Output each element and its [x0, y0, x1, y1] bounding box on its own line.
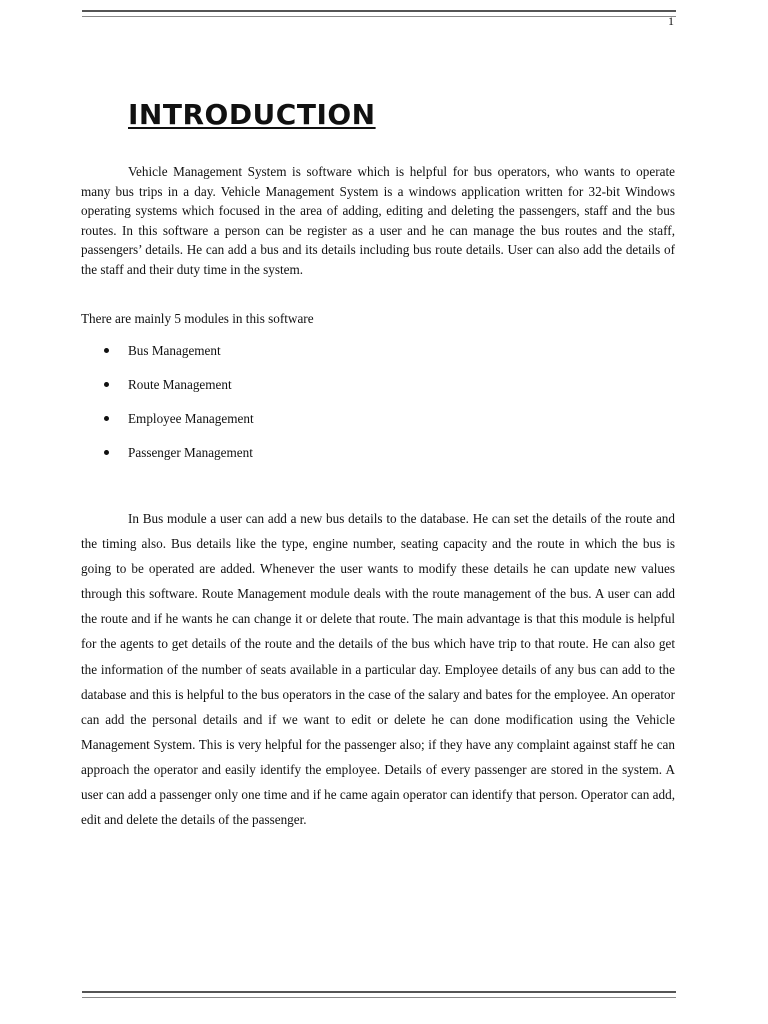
module-label: Bus Management: [128, 343, 221, 358]
bullet-icon: [104, 450, 109, 455]
module-label: Employee Management: [128, 411, 254, 426]
body-paragraph: In Bus module a user can add a new bus details to the database. He can set the details of the route and the timing also. Bus details like the type, engine number, seating capacity and the route in which the bus is going to be operated are added. Whenever the user wants to modify these details he can update new values through this software. Route Management module deals with the route management of the bus. A user can add the route and if he wants he can change it or delete that route. The main advantage is that this module is helpful for the agents to get details of the route and the details of the bus which have trip to that route. He can also get the information of the number of seats available in a particular day. Employee details of any bus can add to the database and this is helpful to the bus operators in the case of the salary and bates for the employee. An operator can add the personal details and if we want to edit or delete he can done modification using the Vehicle Management System. This is very helpful for the passenger also; if they have any complaint against staff he can approach the operator and easily identify the employee. Details of every passenger are stored in the system. A user can add a passenger only one time and if he came again operator can identify that person. Operator can add, edit and delete the details of the passenger.: [81, 511, 675, 828]
modules-intro-paragraph: There are mainly 5 modules in this software: [81, 311, 314, 326]
module-label: Route Management: [128, 377, 232, 392]
header-rule: [82, 10, 676, 17]
intro-paragraph: Vehicle Management System is software which is helpful for bus operators, who wants to operate many bus trips in a day. Vehicle Management System is a windows application written for 32-bit Windows operating systems which focused in the area of adding, editing and deleting the passengers, staff and the bus routes. In this software a person can be register as a user and he can manage the bus routes and the staff, passengers’ details. He can add a bus and its details including bus route details. User can also add the details of the staff and their duty time in the system.: [81, 164, 675, 277]
module-label: Passenger Management: [128, 445, 253, 460]
bullet-icon: [104, 348, 109, 353]
bullet-icon: [104, 382, 109, 387]
footer-rule: [82, 991, 676, 998]
page-title: INTRODUCTION: [128, 98, 376, 131]
bullet-icon: [104, 416, 109, 421]
page-number: 1: [668, 14, 674, 28]
